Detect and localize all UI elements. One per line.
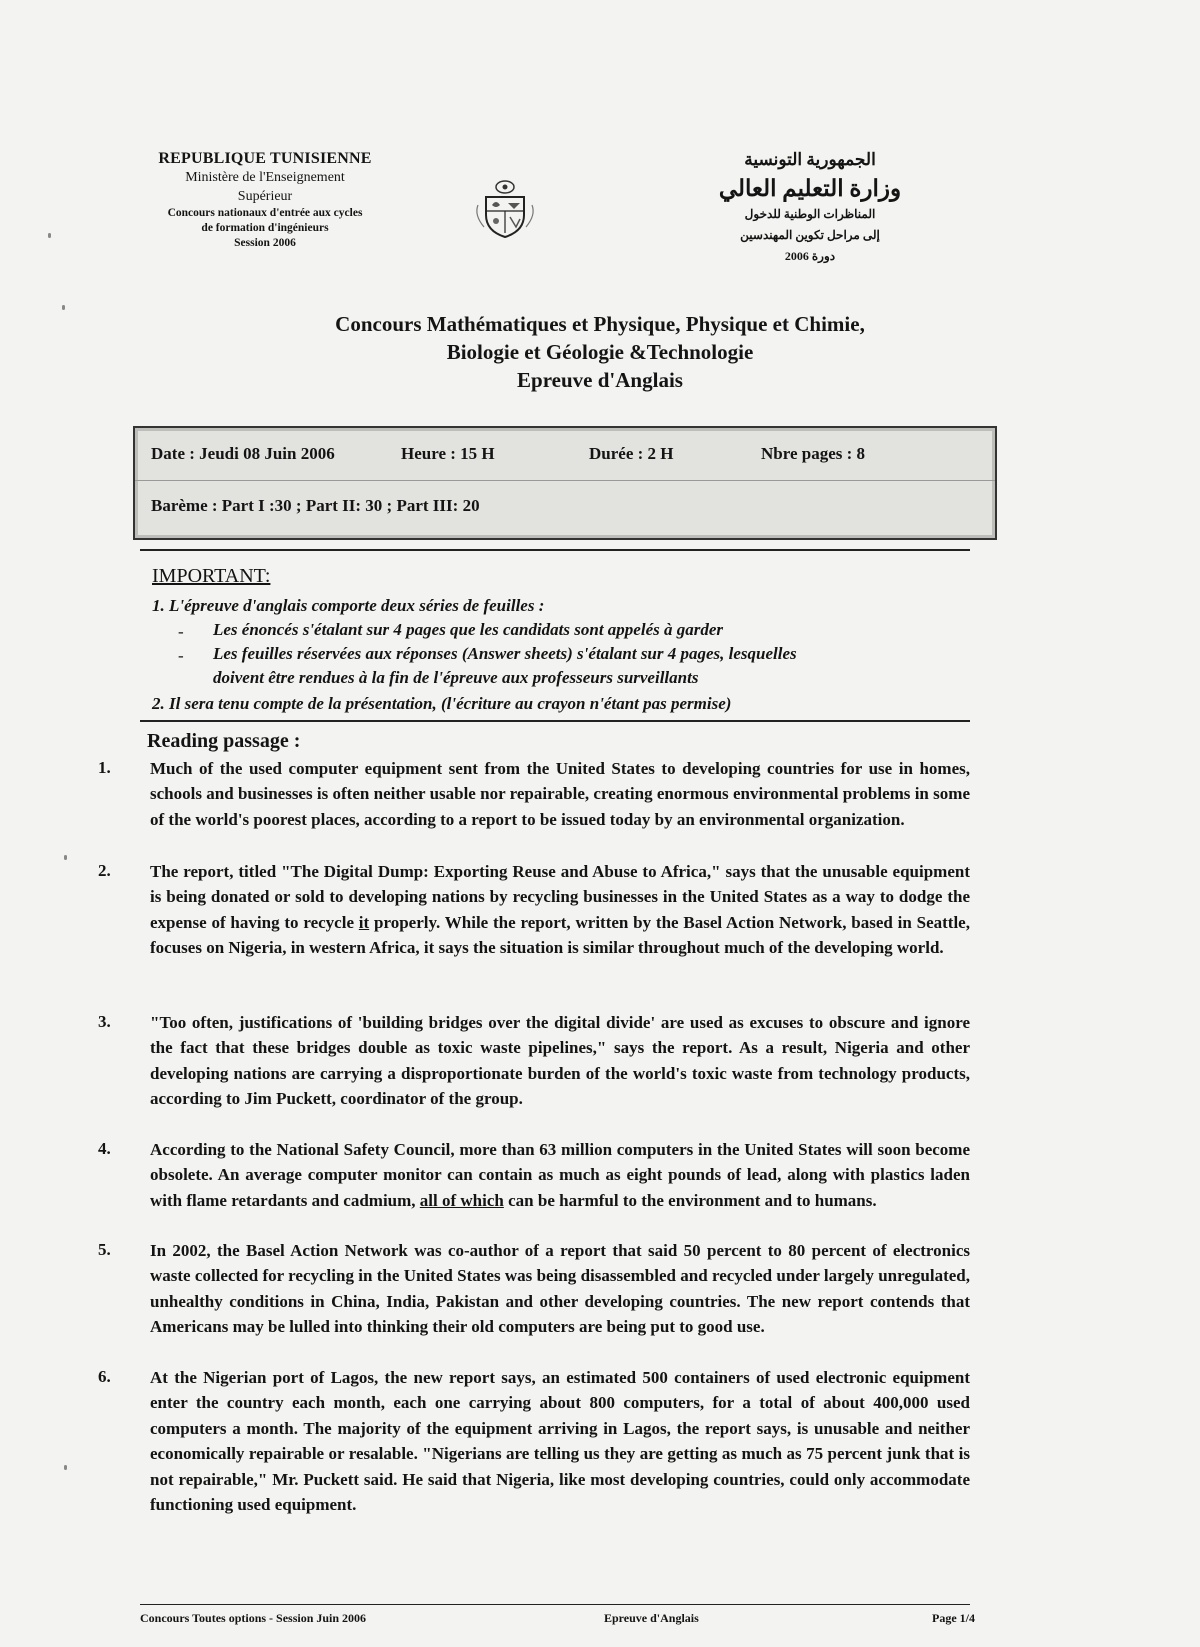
exam-duration: Durée : 2 H (589, 444, 674, 463)
divider-bottom (140, 720, 970, 722)
paragraph-6: At the Nigerian port of Lagos, the new report says, an estimated 500 containers of used electronic equipment enter the country each month, each one carrying about 800 computers, for a total of about 400,000 used computers a month. The majority of the equipment arriving in Lagos, the report says, is unusable and neither economically repairable or resalable. "Nigerians are telling us they are getting as much as 75 percent junk that is not repairable," Mr. Puckett said. He said that Nigeria, like most developing countries, could only accommodate functioning used equipment. (150, 1368, 970, 1515)
paragraph-2: The report, titled "The Digital Dump: Exporting Reuse and Abuse to Africa," says that the unusable equipment is being donated or sold to developing nations by recycling businesses in the United States as a way to dodge the expense of having to recycle it properly. While the report, written by the Basel Action Network, based in Seattle, focuses on Nigeria, in western Africa, it says the situation is similar throughout much of the developing world. (150, 862, 970, 958)
scan-speck (48, 233, 51, 238)
scan-speck (64, 855, 67, 860)
paragraph-4: According to the National Safety Council, more than 63 million computers in the United States will soon become obsolete. An average computer monitor can contain as much as eight pounds of lead, along with plastics laden with flame retardants and cadmium, all of which can be harmful to the environment and to humans. (150, 1140, 970, 1210)
coat-of-arms-icon (472, 175, 538, 241)
concours-line-1: Concours nationaux d'entrée aux cycles (167, 207, 363, 219)
paragraph-number: 2. (98, 861, 111, 880)
paragraph-number: 5. (98, 1240, 111, 1259)
exam-titles (0, 310, 1200, 394)
reading-heading: Reading passage : (147, 730, 301, 752)
header-left (120, 150, 410, 251)
paragraph-5: In 2002, the Basel Action Network was co-author of a report that said 50 percent to 80 percent of electronics waste collected for recycling in the United States was being disassembled and recycled under largely unregulated, unhealthy conditions in China, India, Pakistan and other developing countries. The new report contends that Americans may be lulled into thinking their old computers are being put to good use. (150, 1241, 970, 1337)
paragraph-number: 1. (98, 758, 111, 777)
title-line-2: Biologie et Géologie &Technologie (446, 340, 754, 364)
important-item-2: 2. Il sera tenu compte de la présentation, (l'écriture au crayon n'étant pas permise) (152, 694, 732, 713)
paragraph-number: 3. (98, 1012, 111, 1031)
underlined-word: it (358, 912, 370, 932)
footer-center: Epreuve d'Anglais (604, 1611, 699, 1625)
important-bullet-2a: Les feuilles réservées aux réponses (Answer sheets) s'étalant sur 4 pages, lesquelles (213, 644, 797, 663)
concours-line-2: de formation d'ingénieurs (201, 222, 329, 234)
paragraph-1: Much of the used computer equipment sent from the United States to developing countries for use in homes, schools and businesses is often neither usable nor repairable, creating enormous environmental problems in some of the world's poorest places, according to a report to be issued today by an environmental organization. (150, 759, 970, 829)
important-heading: IMPORTANT: (152, 565, 271, 587)
divider-top (140, 549, 970, 551)
grading-scale: Barème : Part I :30 ; Part II: 30 ; Part III: 20 (151, 496, 480, 515)
title-line-1: Concours Mathématiques et Physique, Physique et Chimie, (335, 312, 865, 336)
exam-date: Date : Jeudi 08 Juin 2006 (151, 444, 335, 463)
concours-arabic-line-2: إلى مراحل تكوين المهندسين (740, 228, 880, 242)
footer-left: Concours Toutes options - Session Juin 2006 (140, 1611, 367, 1625)
session-arabic: دورة 2006 (784, 249, 836, 263)
paragraph-3: "Too often, justifications of 'building bridges over the digital divide' are used as excuses to obscure and ignore the fact that these bridges double as toxic waste pipelines," says the report. As a result, Nigeria and other developing nations are carrying a disproportionate burden of the world's toxic waste from technology products, according to Jim Puckett, coordinator of the group. (150, 1013, 970, 1109)
important-item-1: 1. L'épreuve d'anglais comporte deux séries de feuilles : (152, 596, 545, 615)
paragraph-number: 4. (98, 1139, 111, 1158)
footer-page-number: Page 1/4 (932, 1611, 975, 1625)
info-divider (135, 480, 995, 481)
bullet-dash: - (178, 622, 184, 641)
ministry-line-2: Supérieur (237, 189, 293, 204)
header-right (690, 150, 930, 265)
scan-speck (62, 305, 65, 310)
important-bullet-1: Les énoncés s'étalant sur 4 pages que les candidats sont appelés à garder (213, 620, 724, 639)
exam-page-count: Nbre pages : 8 (761, 444, 866, 463)
ministry-line-1: Ministère de l'Enseignement (185, 170, 345, 185)
country-name-arabic: الجمهورية التونسية (744, 150, 876, 169)
exam-time: Heure : 15 H (401, 444, 495, 463)
important-bullet-2b: doivent être rendues à la fin de l'épreuve aux professeurs surveillants (213, 668, 699, 687)
country-name: REPUBLIQUE TUNISIENNE (158, 150, 372, 167)
session-label: Session 2006 (234, 237, 296, 249)
ministry-arabic: وزارة التعليم العالي (718, 176, 902, 201)
exam-info-box (133, 426, 997, 540)
concours-arabic-line-1: المناظرات الوطنية للدخول (744, 207, 876, 221)
paragraph-number: 6. (98, 1367, 111, 1386)
underlined-phrase: all of which (419, 1190, 504, 1210)
footer-rule (140, 1604, 970, 1605)
bullet-dash: - (178, 646, 184, 665)
title-line-3: Epreuve d'Anglais (517, 368, 683, 392)
scan-speck (64, 1465, 67, 1470)
